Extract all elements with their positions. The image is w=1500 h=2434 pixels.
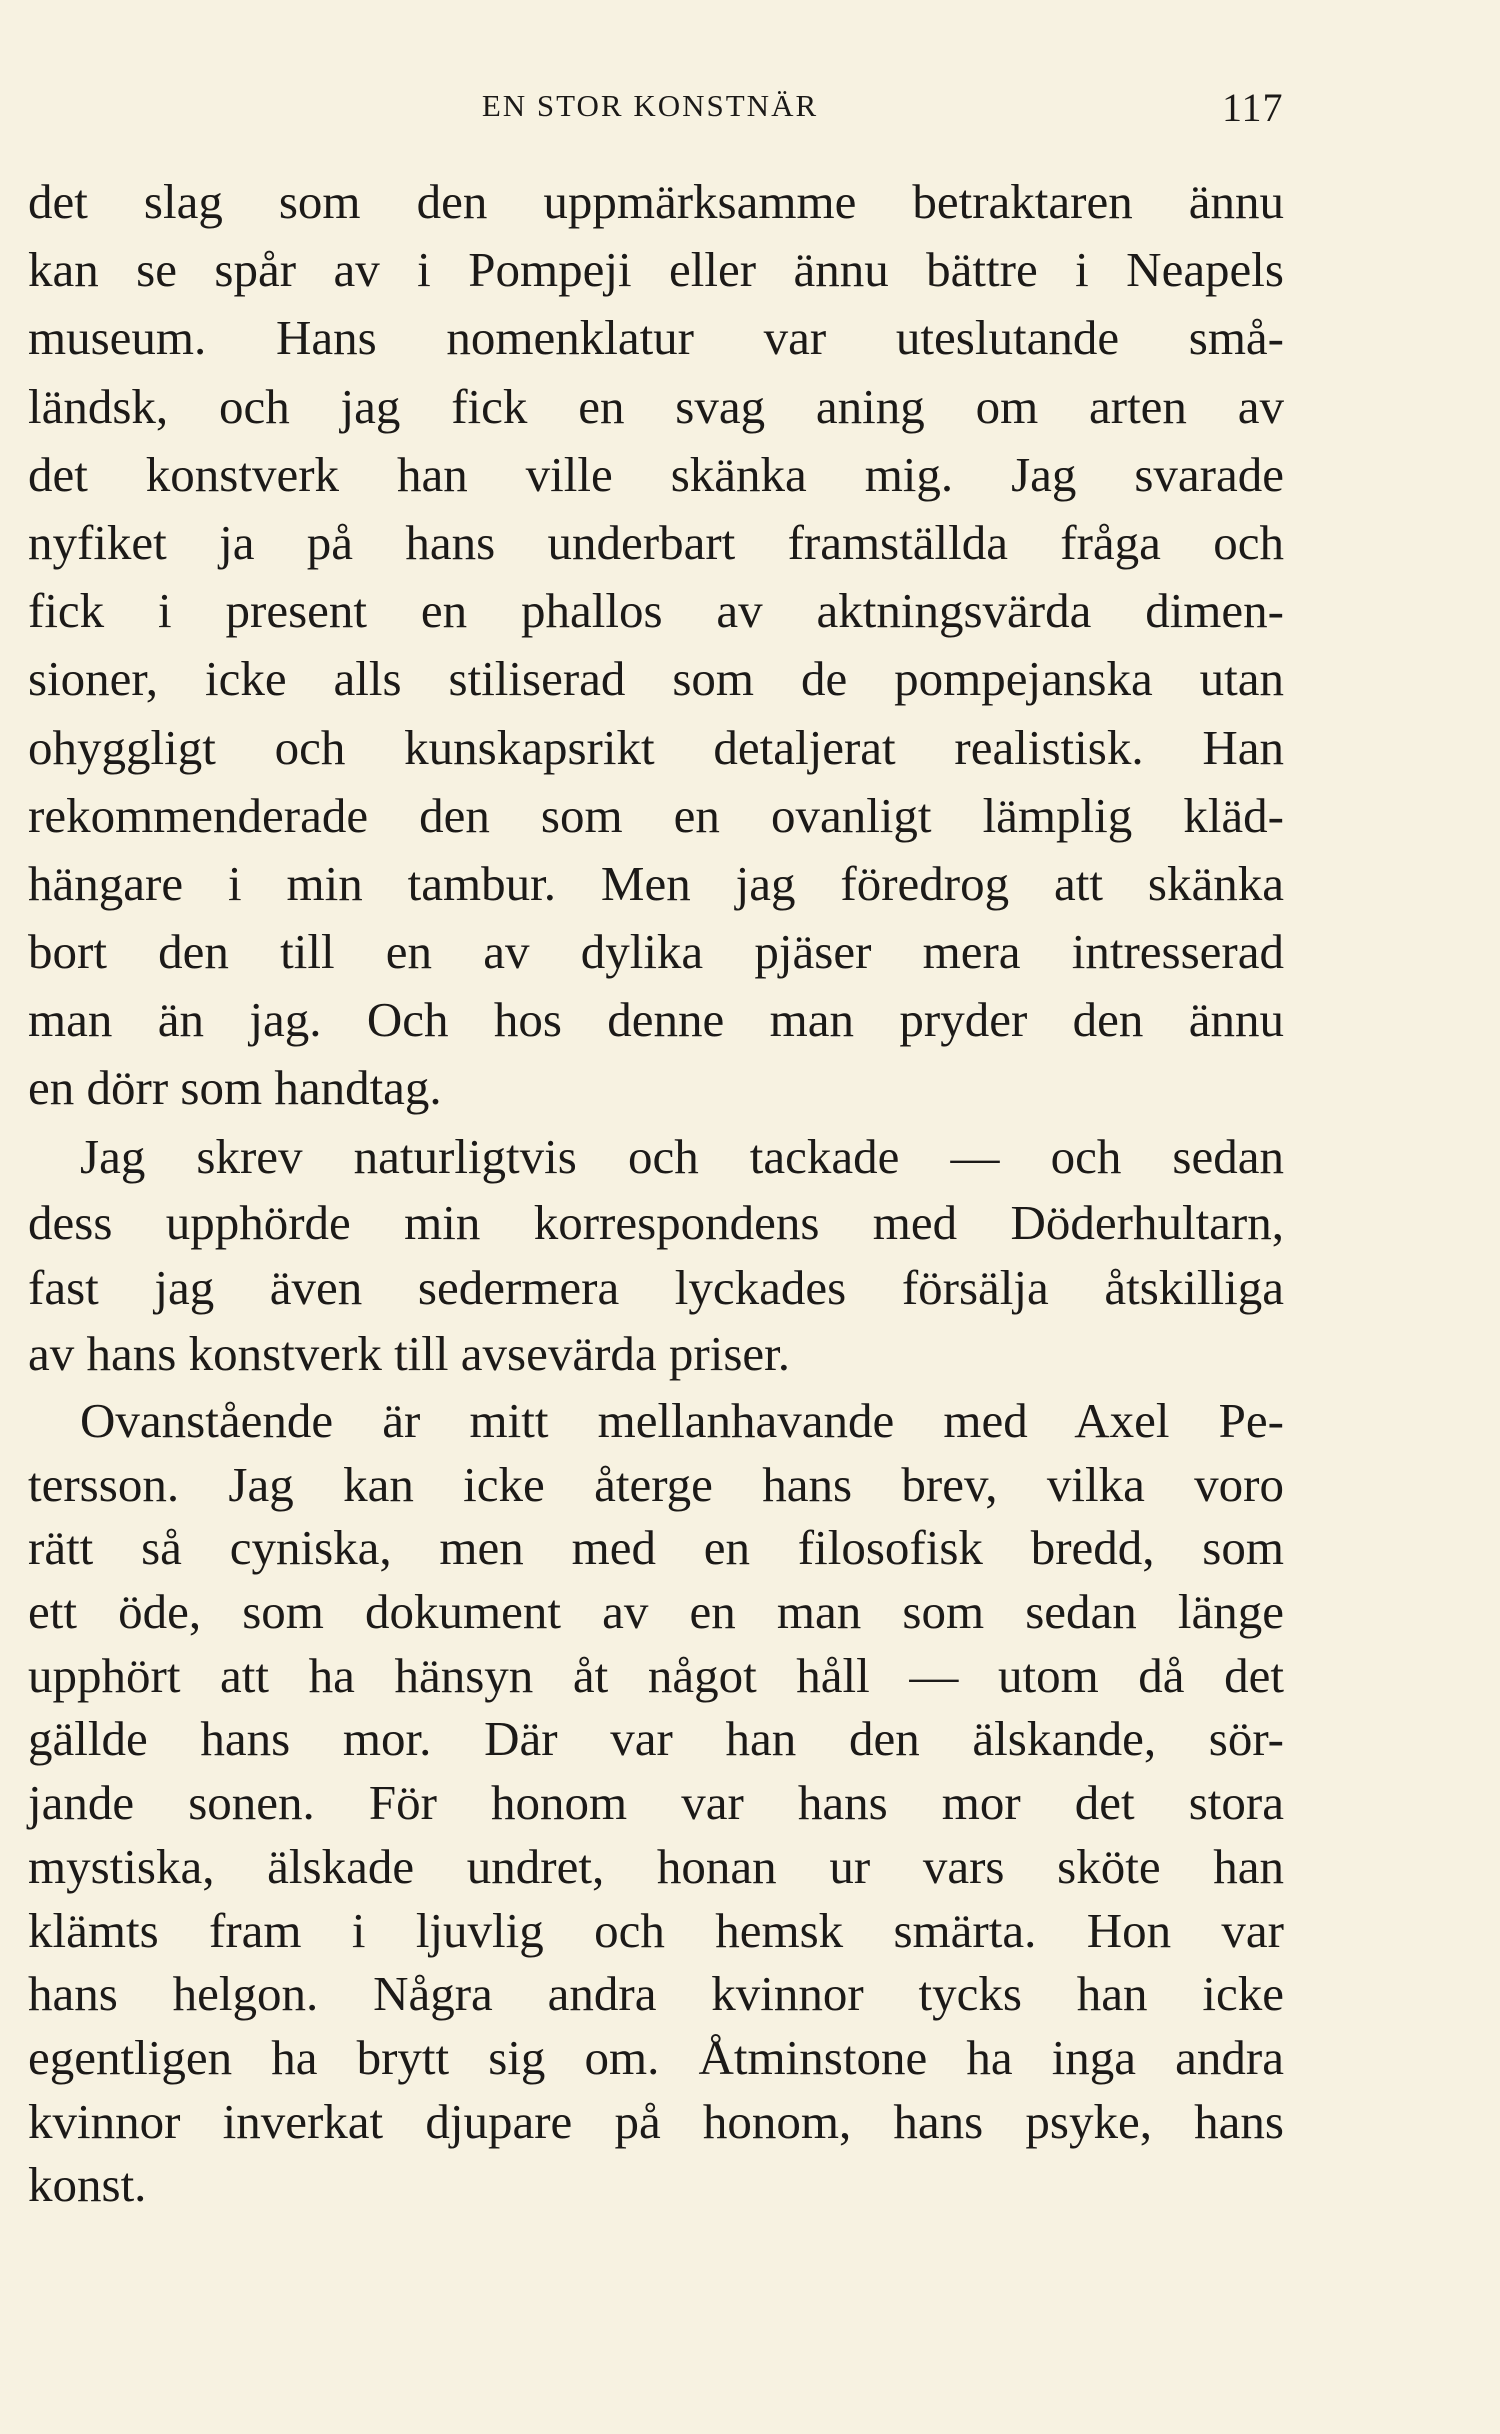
text-line: ländsk, och jag fick en svag aning om arten av [28,378,1284,434]
text-line: gällde hans mor. Där var han den älskande, sör- [28,1711,1284,1767]
text-line: ett öde, som dokument av en man som sedan länge [28,1584,1284,1640]
text-line: rätt så cyniska, men med en filosofisk bredd, som [28,1520,1284,1576]
text-line: jande sonen. För honom var hans mor det stora [28,1775,1284,1831]
text-line: tersson. Jag kan icke återge hans brev, vilka voro [28,1456,1284,1512]
text-line: bort den till en av dylika pjäser mera intresserad [28,924,1284,980]
page-number: 117 [1222,85,1284,130]
text-line: hängare i min tambur. Men jag föredrog att skänka [28,855,1284,911]
running-header [0,85,1500,130]
text-line: konst. [28,2157,147,2213]
text-line: nyfiket ja på hans underbart framställda fråga och [28,514,1284,570]
text-line: rekommenderade den som en ovanligt lämplig kläd- [28,787,1284,843]
text-line: fick i present en phallos av aktningsvärda dimen- [28,583,1284,639]
text-line: man än jag. Och hos denne man pryder den ännu [28,992,1284,1048]
text-line: det slag som den uppmärksamme betraktaren ännu [28,174,1284,229]
text-line: ohyggligt och kunskapsrikt detaljerat realistisk. Han [28,719,1284,775]
text-line: det konstverk han ville skänka mig. Jag svarade [28,446,1284,502]
text-line: Jag skrev naturligtvis och tackade — och sedan [80,1129,1284,1184]
text-line: hans helgon. Några andra kvinnor tycks han icke [28,1966,1284,2022]
text-line: upphört att ha hänsyn åt något håll — utom då det [28,1647,1284,1703]
text-line: Ovanstående är mitt mellanhavande med Axel Pe- [80,1393,1284,1448]
text-line: en dörr som handtag. [28,1060,442,1116]
text-line: museum. Hans nomenklatur var uteslutande små- [28,310,1284,366]
text-line: kan se spår av i Pompeji eller ännu bättre i Neapels [28,242,1284,298]
text-line: kvinnor inverkat djupare på honom, hans psyke, hans [28,2093,1284,2149]
paragraph-3 [28,1389,1284,2217]
text-line: mystiska, älskade undret, honan ur vars sköte han [28,1838,1284,1894]
running-head-title: EN STOR KONSTNÄR [481,88,819,123]
paragraph-2 [28,1124,1284,1386]
text-line: av hans konstverk till avsevärda priser. [28,1325,791,1381]
text-line: sioner, icke alls stiliserad som de pompejanska utan [28,651,1284,707]
text-line: egentligen ha brytt sig om. Åtminstone ha inga andra [28,2029,1284,2085]
text-line: klämts fram i ljuvlig och hemsk smärta. Hon var [28,1902,1284,1958]
text-line: fast jag även sedermera lyckades försälja åtskilliga [28,1260,1284,1315]
text-line: dess upphörde min korrespondens med Döderhultarn, [28,1194,1284,1250]
paragraph-1 [28,168,1284,1123]
